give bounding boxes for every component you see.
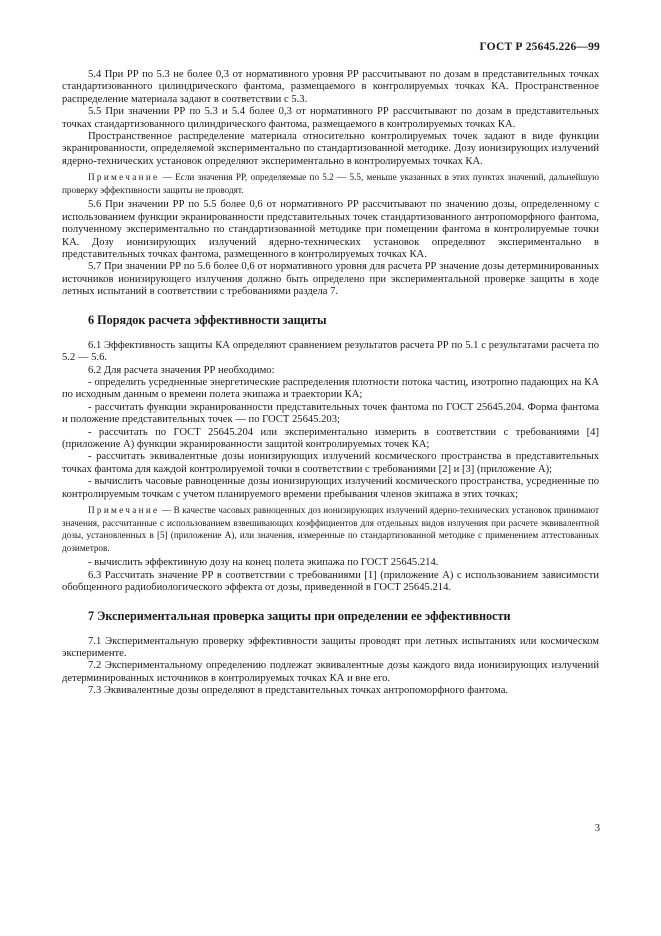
paragraph-7-3: 7.3 Эквивалентные дозы определяют в представительных точках антропоморфного фантома.: [88, 685, 509, 697]
list-item: - определить усредненные энергетические распределения плотности потока частиц, изотропно падающих на КА по исходным данным о времени полета экипажа и траектории КА;: [62, 376, 599, 401]
paragraph-5-5: 5.5 При значении РР по 5.3 и 5.4 более 0,3 от нормативного РР рассчитывают по дозам в представительных точках стандартизованного цилиндрического фантома, размещаемого в контролируемых точках КА.: [62, 106, 599, 130]
note-1-text: — Если значения РР, определяемые по 5.2 — 5.5, меньше указанных в этих пунктах значений, дальнейшую проверку эффективности защиты не проводят.: [62, 172, 599, 195]
note-2-text: — В качестве часовых равноценных доз ионизирующих излучений ядерно-технических установок принимают значения, рассчитанные с использованием взвешивающих коэффициентов для отдельных видов излучения при расчете эквивалентной дозы, установленных в [5] (приложение А), или значения, измеренные по стандартизованной методике с применением аттестованных дозиметров.: [62, 504, 599, 553]
note-2: [62, 504, 599, 554]
note-1-label: Примечание: [88, 172, 160, 183]
list-item: - рассчитать эквивалентные дозы ионизирующих излучений космического пространства в представительных точках фантома для каждой контролируемой точки в соответствии с требованиями [2] и [3] (приложение А);: [62, 451, 599, 475]
note-2-label: Примечание: [88, 504, 160, 515]
document-body: [62, 69, 599, 698]
list-item: - вычислить эффективную дозу на конец полета экипажа по ГОСТ 25645.214.: [88, 557, 439, 569]
list-item: - вычислить часовые равноценные дозы ионизирующих излучений космического пространства, усредненные по контролируемым точкам с учетом планируемого времени пребывания членов экипажа в этих точках;: [62, 476, 599, 500]
standard-number-header: ГОСТ Р 25645.226—99: [479, 41, 600, 53]
paragraph-7-1: 7.1 Экспериментальную проверку эффективности защиты проводят при летных испытаниях или космическом эксперименте.: [62, 635, 599, 659]
paragraph-5-4: 5.4 При РР по 5.3 не более 0,3 от нормативного уровня РР рассчитывают по дозам в представительных точках стандартизованного цилиндрического фантома, размещаемого в контролируемых точках КА. Пространственное распределение материала задают в соответствии с 5.3.: [62, 69, 599, 105]
list-item: - рассчитать по ГОСТ 25645.204 или экспериментально измерить в соответствии с требованиями [4] (приложение А) функции экранированности защитой контролируемых точек КА;: [62, 426, 599, 450]
paragraph-5-5-continued: Пространственное распределение материала относительно контролируемых точек задают в виде функции экранированности, определяемой экспериментально по стандартизованной методике. Дозу ионизирующих излучений ядерно-технических установок определяют экспериментально в контролируемых точках КА.: [62, 131, 599, 167]
paragraph-6-1: 6.1 Эффективность защиты КА определяют сравнением результатов расчета РР по 5.1 с результатами расчета по 5.2 — 5.6.: [62, 339, 599, 364]
paragraph-6-3: 6.3 Рассчитать значение РР в соответствии с требованиями [1] (приложение А) с использованием зависимости обобщенного радиобиологического эффекта от дозы, приведенной в ГОСТ 25645.214.: [62, 569, 599, 594]
section-7-heading: 7 Экспериментальная проверка защиты при определении ее эффективности: [88, 608, 511, 623]
page-number: 3: [594, 823, 600, 834]
paragraph-5-6: 5.6 При значении РР по 5.5 более 0,6 от нормативного РР рассчитывают по значению дозы, определенному с использованием функции экранированности представительных точек стандартизованного антропоморфного фантома, полученному экспериментально по стандартизованной методике при помещении фантома в контролируемые точки КА. Дозу ионизирующих излучений ядерно-технических установок определяют экспериментально в представительных точках фантома, размещенного в контролируемых точках КА.: [62, 199, 599, 261]
section-6-heading: 6 Порядок расчета эффективности защиты: [88, 312, 327, 327]
paragraph-6-2: 6.2 Для расчета значения РР необходимо:: [88, 364, 275, 376]
paragraph-5-7: 5.7 При значении РР по 5.6 более 0,6 от нормативного уровня для расчета РР значение дозы детерминированных источников ионизирующего излучения должно быть определено при экспериментальной проверке защиты в ходе летных испытаний в соответствии с требованиями раздела 7.: [62, 261, 599, 298]
paragraph-7-2: 7.2 Экспериментальному определению подлежат эквивалентные дозы каждого вида ионизирующих излучений детерминированных источников в контролируемых точках КА и вне его.: [62, 660, 599, 684]
note-1: [62, 171, 599, 196]
list-item: - рассчитать функции экранированности представительных точек фантома по ГОСТ 25645.204. Форма фантома и положение представительных точек — по ГОСТ 25645.203;: [62, 401, 599, 426]
